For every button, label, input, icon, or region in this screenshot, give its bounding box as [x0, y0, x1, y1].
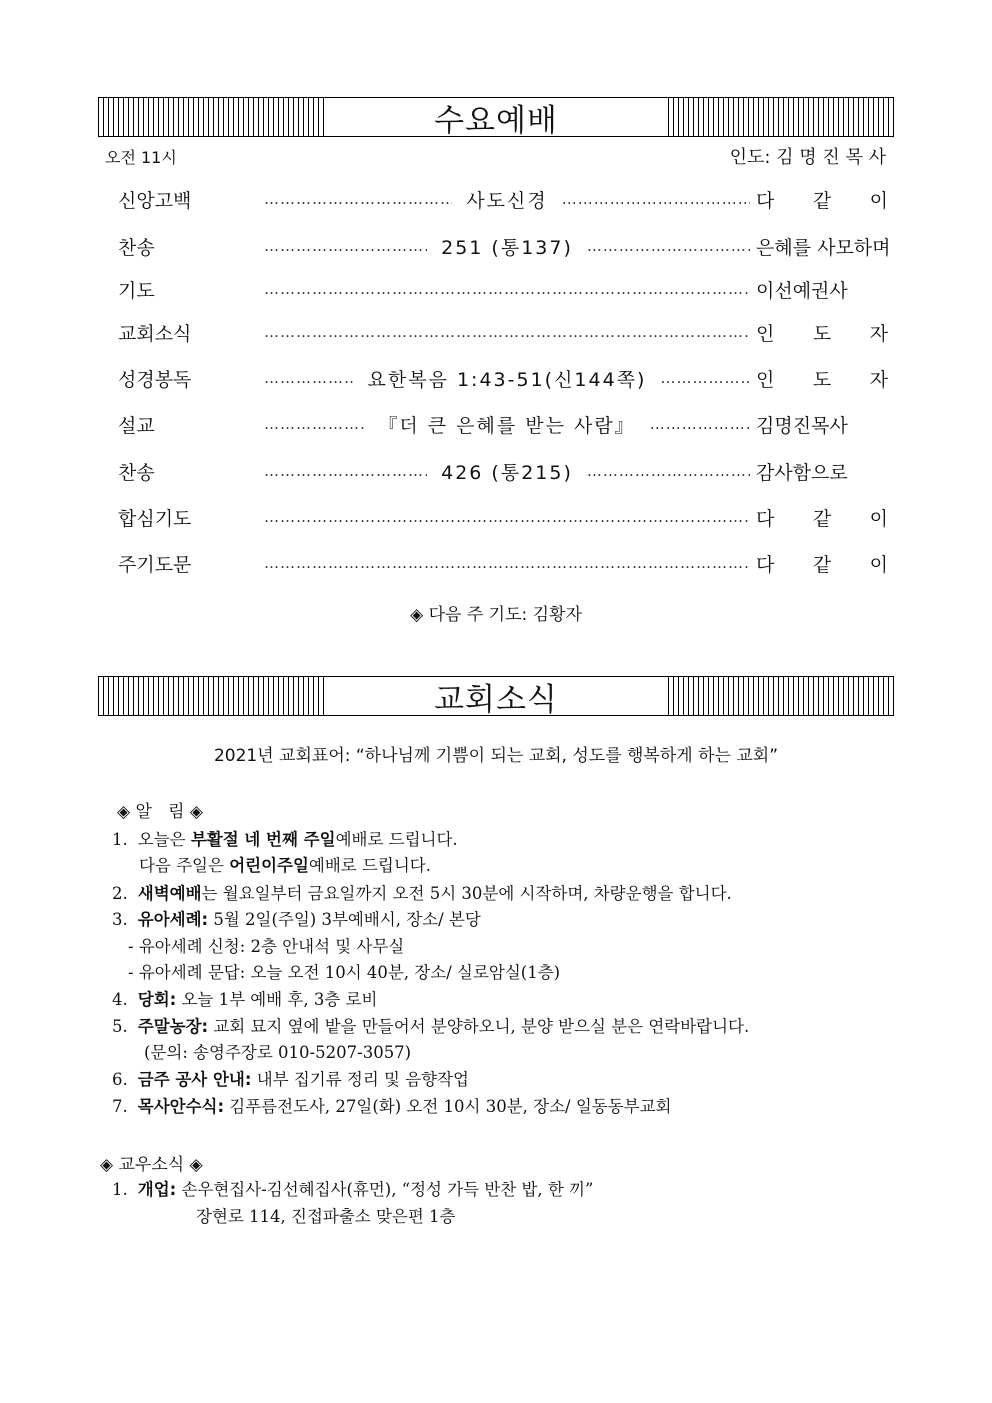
church-motto: 2021년 교회표어: “하나님께 기쁨이 되는 교회, 성도를 행복하게 하는 교회”: [213, 746, 779, 766]
order-leader-dots: [264, 411, 750, 438]
dot-leader: [587, 237, 750, 255]
banner-hatch-left: [98, 677, 324, 715]
order-leader-dots: [264, 554, 750, 572]
banner-hatch-right: [668, 677, 894, 715]
notice-highlight: 당회:: [137, 990, 177, 1009]
notice-number: 2.: [112, 884, 128, 903]
notice-highlight: 새벽예배: [137, 884, 202, 903]
order-row: [118, 317, 888, 347]
dot-leader: [264, 323, 750, 341]
order-leader-dots: [264, 280, 750, 298]
worship-leader: 인도: 김 명 진 목 사: [729, 147, 886, 168]
dot-leader: [264, 554, 750, 572]
dot-leader: [264, 415, 364, 433]
order-leader: 다 같 이: [756, 553, 888, 576]
order-item: 성경봉독: [118, 368, 192, 391]
order-item: 찬송: [118, 461, 155, 484]
notice-number: 1.: [112, 830, 128, 849]
dot-leader: [264, 237, 427, 255]
order-row: [118, 231, 891, 261]
notice-highlight: 부활절 네 번째 주일: [190, 830, 336, 849]
notice-text: - 유아세례 문답: 오늘 오전 10시 40분, 장소/ 실로암실(1층): [128, 963, 561, 982]
worship-title-banner: [98, 97, 894, 137]
dot-leader: [264, 508, 750, 526]
member-number: 1.: [112, 1180, 128, 1199]
order-item: 설교: [118, 414, 155, 437]
notice-number: 4.: [112, 990, 128, 1009]
order-leader: 감사함으로: [756, 461, 848, 484]
order-row: [118, 409, 888, 439]
notice-text: 오늘 1부 예배 후, 3층 로비: [176, 990, 378, 1009]
order-row: [118, 456, 888, 486]
notice-text: 오늘은: [137, 830, 191, 849]
order-leader: 이선예권사: [756, 279, 848, 302]
dot-leader: [264, 190, 452, 208]
order-leader: 다 같 이: [756, 189, 888, 212]
notice-item: [112, 1093, 671, 1117]
notice-text: 5월 2일(주일) 3부예배시, 장소/ 본당: [208, 910, 481, 929]
notice-item: [128, 933, 404, 957]
notice-highlight: 주말농장:: [137, 1017, 209, 1036]
notice-item: [139, 852, 431, 876]
notice-item: [112, 986, 377, 1010]
order-item: 찬송: [118, 236, 155, 259]
order-leader-dots: [264, 233, 750, 260]
banner-hatch-left: [98, 98, 324, 136]
order-row: [118, 548, 888, 578]
order-leader: 인 도 자: [756, 322, 888, 345]
notice-number: 7.: [112, 1097, 128, 1116]
notice-highlight: 목사안수식:: [137, 1097, 225, 1116]
dot-leader: [587, 462, 750, 480]
order-leader: 다 같 이: [756, 507, 888, 530]
notice-item: [112, 1066, 469, 1090]
dot-leader: [562, 190, 750, 208]
order-leader: 은혜를 사모하며: [756, 236, 891, 259]
order-leader-dots: [264, 458, 750, 485]
notice-item: [112, 906, 481, 930]
notice-number: 3.: [112, 910, 128, 929]
order-leader: 인 도 자: [756, 368, 888, 391]
member-text: 장현로 114, 진접파출소 맞은편 1층: [196, 1207, 456, 1226]
order-content: 251 (통137): [441, 236, 573, 259]
order-leader-dots: [264, 508, 750, 526]
order-item: 기도: [118, 279, 155, 302]
notices-heading: ◈ 알 림 ◈: [117, 802, 204, 822]
order-item: 주기도문: [118, 553, 192, 576]
order-leader: 김명진목사: [756, 414, 848, 437]
dot-leader: [264, 462, 427, 480]
order-content: 『더 큰 은혜를 받는 사람』: [378, 414, 636, 437]
notice-text: (문의: 송영주장로 010-5207-3057): [144, 1043, 412, 1062]
worship-time: 오전 11시: [105, 148, 177, 167]
notice-text: 예배로 드립니다.: [308, 856, 431, 875]
members-heading: ◈ 교우소식 ◈: [100, 1155, 203, 1175]
notice-text: 김푸름전도사, 27일(화) 오전 10시 30분, 장소/ 일동동부교회: [224, 1097, 672, 1116]
order-content: 426 (통215): [441, 461, 573, 484]
order-leader-dots: [264, 365, 750, 392]
order-item: 합심기도: [118, 507, 192, 530]
notice-text: - 유아세례 신청: 2층 안내석 및 사무실: [128, 937, 405, 956]
notice-highlight: 유아세례:: [137, 910, 209, 929]
dot-leader: [660, 369, 750, 387]
order-row: [118, 363, 888, 393]
order-content: 사도신경: [466, 189, 548, 212]
notice-text: 내부 집기류 정리 및 음향작업: [251, 1070, 469, 1089]
notice-item: [112, 1013, 749, 1037]
order-row: [118, 274, 888, 304]
order-content: 요한복음 1:43-51(신144쪽): [367, 368, 647, 391]
dot-leader: [264, 369, 354, 387]
notice-number: 6.: [112, 1070, 128, 1089]
notice-text: 예배로 드립니다.: [335, 830, 458, 849]
notice-item: [112, 880, 732, 904]
order-leader-dots: [264, 186, 750, 213]
notice-item: [112, 826, 458, 850]
member-news-item: [112, 1176, 593, 1200]
notice-number: 5.: [112, 1017, 128, 1036]
banner-hatch-right: [668, 98, 894, 136]
notice-text: 는 월요일부터 금요일까지 오전 5시 30분에 시작하며, 차량운행을 합니다.: [201, 884, 732, 903]
notice-highlight: 금주 공사 안내:: [137, 1070, 252, 1089]
member-highlight: 개업:: [137, 1180, 177, 1199]
notice-highlight: 어린이주일: [229, 856, 309, 875]
notice-text: 교회 묘지 옆에 밭을 만들어서 분양하오니, 분양 받으실 분은 연락바랍니다.: [208, 1017, 750, 1036]
worship-title: 수요예배: [324, 98, 668, 136]
notice-item: [144, 1039, 411, 1063]
order-row: [118, 184, 888, 214]
notice-text: 다음 주일은: [139, 856, 230, 875]
news-title: 교회소식: [324, 677, 668, 715]
order-item: 신앙고백: [118, 189, 192, 212]
notice-item: [128, 959, 560, 983]
next-prayer: ◈ 다음 주 기도: 김황자: [410, 605, 582, 625]
order-row: [118, 502, 888, 532]
dot-leader: [650, 415, 750, 433]
member-text: 손우현집사-김선혜집사(휴먼), “정성 가득 반찬 밥, 한 끼”: [176, 1180, 594, 1199]
member-news-item: [196, 1203, 455, 1227]
order-leader-dots: [264, 323, 750, 341]
news-title-banner: [98, 676, 894, 716]
order-item: 교회소식: [118, 322, 192, 345]
dot-leader: [264, 280, 750, 298]
